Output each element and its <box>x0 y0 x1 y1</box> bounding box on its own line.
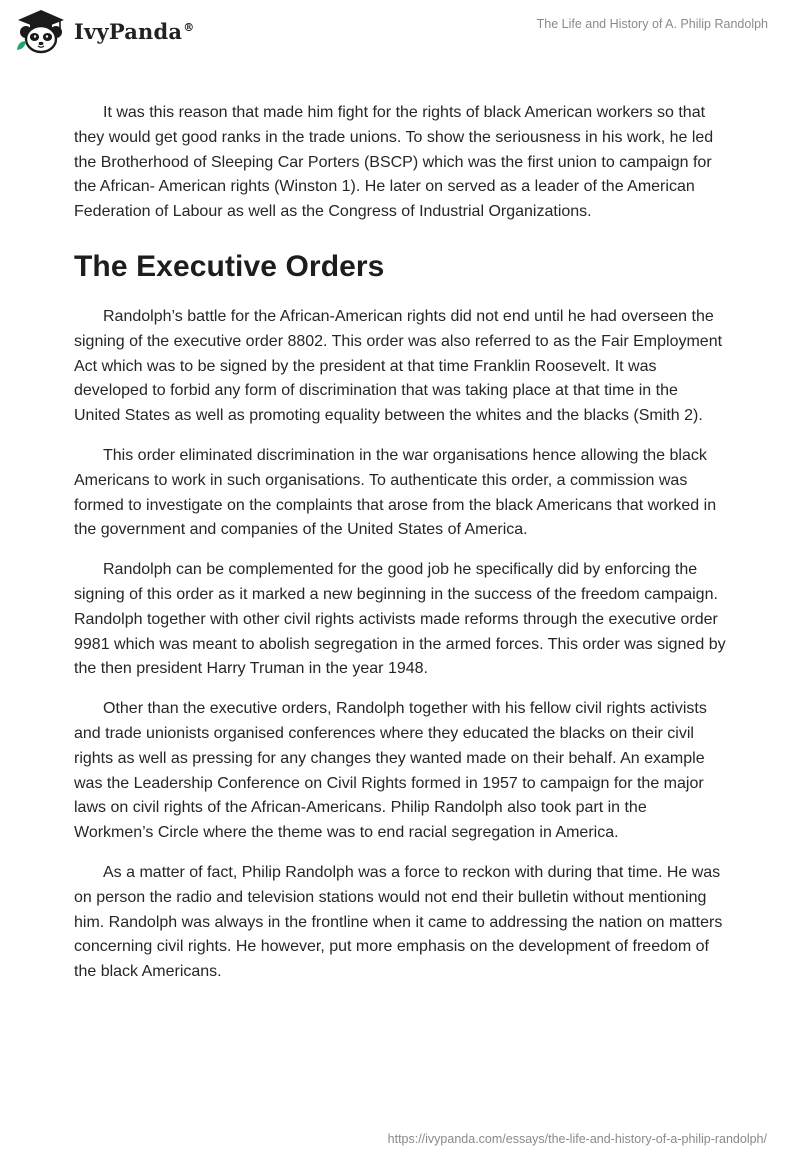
section-heading: The Executive Orders <box>74 249 385 283</box>
paragraph: Other than the executive orders, Randolph together with his fellow civil rights activists and trade unionists organised conferences where they educated the blacks on their civil rights as well as pressing for any changes they wanted made on their behalf. An example was the Leadership Conference on Civil Rights formed in 1957 to campaign for the major laws on civil rights of the African-Americans. Philip Randolph also took part in the Workmen’s Circle where the theme was to end racial segregation in America. <box>74 700 707 842</box>
logo-wordmark: IvyPanda® <box>74 18 195 44</box>
document-title: The Life and History of A. Philip Randolph <box>536 17 768 31</box>
paragraph: It was this reason that made him fight for the rights of black American workers so that they would get good ranks in the trade unions. To show the seriousness in his work, he led the Brotherhood of Sleeping Car Porters (BSCP) which was the first union to campaign for the African- American rights (Winston 1). He later on served as a leader of the American Federation of Labour as well as the Congress of Industrial Organizations. <box>74 104 714 221</box>
panda-graduation-cap-icon <box>14 8 68 54</box>
source-url[interactable]: https://ivypanda.com/essays/the-life-and-history-of-a-philip-randolph/ <box>387 1132 767 1146</box>
essay-body <box>74 101 726 1000</box>
paragraph: Randolph’s battle for the African-American rights did not end until he had overseen the signing of the executive order 8802. This order was also referred to as the Fair Employment Act which was to be signed by the president at that time Franklin Roosevelt. It was developed to forbid any form of discrimination that was taking place at that time in the United States as well as promoting equality between the whites and the blacks (Smith 2). <box>74 307 723 425</box>
paragraph: This order eliminated discrimination in the war organisations hence allowing the black Americans to work in such organisations. To authenticate this order, a commission was formed to investigate on the complaints that arose from the black Americans that worked in the government and companies of the United States of America. <box>74 446 717 539</box>
ivypanda-logo[interactable] <box>14 8 194 54</box>
paragraph: As a matter of fact, Philip Randolph was a force to reckon with during that time. He was on person the radio and television stations would not end their bulletin without mentioning him. Randolph was always in the frontline when it came to addressing the nation on matters concerning civil rights. He however, put more emphasis on the development of freedom of the black Americans. <box>74 863 723 981</box>
paragraph: Randolph can be complemented for the good job he specifically did by enforcing the signing of this order as it marked a new beginning in the success of the freedom campaign. Randolph together with other civil rights activists made reforms through the executive order 9981 which was meant to abolish segregation in the armed forces. This order was signed by the then president Harry Truman in the year 1948. <box>74 561 726 678</box>
page-header <box>0 0 800 70</box>
